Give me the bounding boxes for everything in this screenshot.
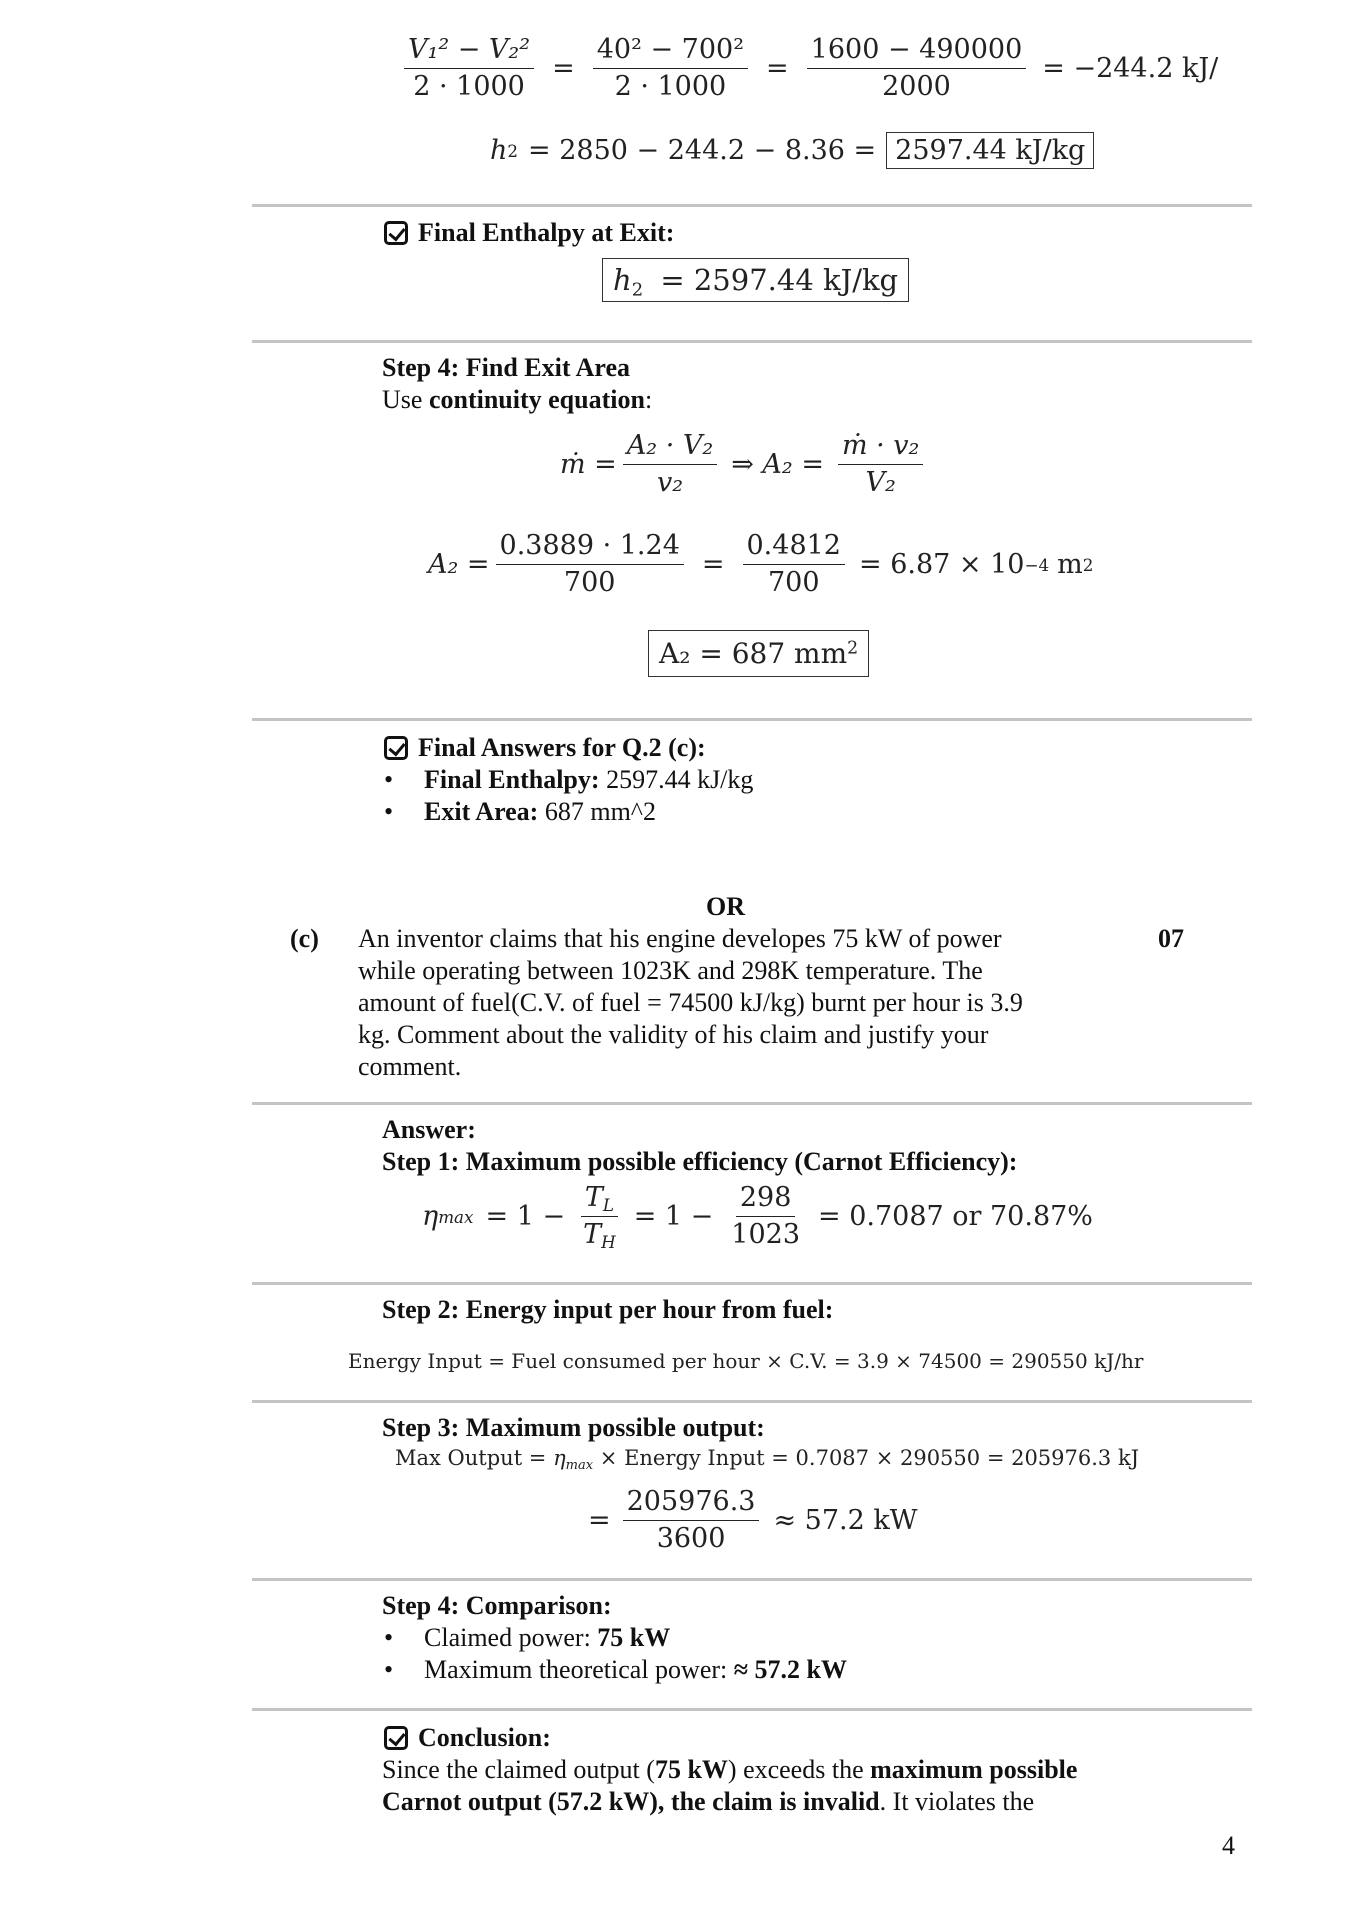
final-enthalpy-label: Final Enthalpy at Exit: [418, 218, 675, 247]
frac-num: 205976.3 [623, 1488, 760, 1521]
final-enthalpy-heading [384, 217, 674, 249]
intro-prefix: Use [382, 385, 429, 414]
divider [252, 1282, 1252, 1285]
comparison-list [384, 1622, 847, 1686]
eq-mid: ⇒ A₂ = [731, 449, 824, 481]
conclusion-line [382, 1786, 1034, 1818]
text-part: Since the claimed output ( [382, 1755, 655, 1784]
continuity-equation [560, 432, 929, 498]
frac-den: 2 · 1000 [413, 71, 525, 103]
question-line: while operating between 1023K and 298K temperature. The [358, 956, 983, 985]
text-part: maximum possible [870, 1755, 1078, 1784]
step2-title: Step 2: Energy input per hour from fuel: [382, 1295, 834, 1324]
checkbox-icon [384, 736, 408, 760]
tl-symbol: T [584, 1182, 603, 1213]
item-label: Maximum theoretical power: [424, 1655, 734, 1684]
frac-num: 298 [736, 1184, 796, 1217]
eta-symbol: η [422, 1201, 439, 1233]
item-label: Exit Area: [424, 797, 539, 826]
h2-expression: = 2850 − 244.2 − 8.36 = [528, 135, 877, 166]
item-value: 687 mm^2 [544, 797, 656, 826]
final-answers-list [384, 764, 753, 828]
frac-num: V₁² − V₂² [404, 36, 534, 69]
conclusion-label: Conclusion: [418, 1723, 551, 1752]
step4-title: Step 4: Find Exit Area [382, 353, 630, 382]
item-value: 2597.44 kJ/kg [606, 765, 754, 794]
max-output-result: ≈ 57.2 kW [773, 1505, 918, 1537]
area-result: = 6.87 × 10 [858, 549, 1025, 581]
h2-equation: h 2 = 2850 − 244.2 − 8.36 = 2597.44 kJ/kg [490, 132, 1094, 169]
final-answers-heading [384, 732, 706, 764]
step3-title: Step 3: Maximum possible output: [382, 1413, 765, 1442]
kinetic-result: = −244.2 kJ/ [1042, 53, 1219, 85]
area-unit: m [1057, 549, 1083, 581]
item-value: ≈ 57.2 kW [733, 1655, 847, 1684]
text-part: ) exceeds the [727, 1755, 871, 1784]
divider [252, 718, 1252, 721]
final-enthalpy-value: = 2597.44 kJ/kg [660, 263, 899, 297]
frac-num: 0.3889 · 1.24 [496, 532, 684, 565]
h2-symbol: h [613, 263, 632, 297]
question-line: An inventor claims that his engine developes 75 kW of power [358, 924, 1002, 953]
th-symbol: T [583, 1219, 602, 1251]
step4-intro [382, 384, 652, 416]
text-part: Carnot output (57.2 kW), the claim is invalid [382, 1787, 880, 1816]
marks-label: 07 [1158, 924, 1184, 953]
frac-den: 700 [563, 567, 616, 599]
eta-symbol: η [553, 1446, 566, 1470]
area-equation: A₂ = $\frac{0.3889 \cdot 1.24}{700}$ = $\frac{0.4812}{700}$ = 6.87 × 10 −4 m 2 [428, 530, 1094, 599]
frac-num: 1600 − 490000 [807, 36, 1027, 69]
checkbox-icon [384, 221, 408, 245]
divider [252, 204, 1252, 207]
step1-title: Step 1: Maximum possible efficiency (Carnot Efficiency): [382, 1147, 1018, 1176]
final-answers-label: Final Answers for Q.2 (c): [418, 733, 706, 762]
eq-part: = [588, 1505, 611, 1537]
max-output-equation [395, 1446, 1140, 1473]
part-label: (c) [290, 924, 319, 953]
conclusion-heading [384, 1722, 551, 1754]
question-line: amount of fuel(C.V. of fuel = 74500 kJ/kg) burnt per hour is 3.9 [358, 988, 1023, 1017]
or-label: OR [706, 892, 745, 921]
list-item [384, 796, 753, 828]
h2-boxed-result: 2597.44 kJ/kg [886, 132, 1094, 169]
list-item [384, 1654, 847, 1686]
eq-part: Max Output = [395, 1446, 554, 1470]
item-label: Final Enthalpy: [424, 765, 600, 794]
answer-label: Answer: [382, 1115, 476, 1144]
carnot-equation: η max = 1 − $\frac{T_L}{T_H}$ = 1 − $\frac{298}{1023}$ = 0.7087 or 70.87% [422, 1182, 1093, 1253]
frac-num: A₂ · V₂ [623, 432, 717, 465]
page-number: 4 [1222, 1831, 1235, 1860]
divider [252, 1578, 1252, 1581]
frac-num: 0.4812 [743, 532, 845, 565]
frac-den: 700 [767, 567, 820, 599]
list-item [384, 764, 753, 796]
h2-symbol: h [490, 135, 508, 166]
eq-part: = 1 − [485, 1201, 566, 1233]
area-boxed-value: A₂ = 687 mm [659, 637, 848, 670]
tl-subscript: L [602, 1195, 614, 1216]
conclusion-line [382, 1754, 1077, 1786]
eta-subscript: max [565, 1457, 594, 1473]
th-subscript: H [601, 1232, 616, 1253]
eq-part: = 1 − [633, 1201, 714, 1233]
eq-part: × Energy Input = 0.7087 × 290550 = 205976.3 kJ [593, 1446, 1140, 1470]
frac-den: 2 · 1000 [614, 71, 727, 103]
eq-lhs: A₂ = [428, 549, 490, 581]
frac-den: V₂ [865, 467, 896, 499]
frac-num: ṁ · v₂ [838, 432, 923, 465]
intro-bold: continuity equation [428, 385, 645, 414]
h2-subscript: 2 [631, 279, 644, 301]
question-text [358, 923, 1023, 1083]
frac-den: 3600 [656, 1523, 726, 1555]
eq-lhs: ṁ = [560, 449, 617, 481]
final-enthalpy-box [602, 258, 909, 302]
question-line: kg. Comment about the validity of his claim and justify your [358, 1020, 989, 1049]
kinetic-energy-equation: $\frac{\text{V₁² − V₂²}}{2 \cdot 1000}$ = $\frac{\text{40² − 700²}}{2 \cdot 1000}$ = $\frac{1600 - 490000}{2000}$ = −244.2 kJ/ [398, 36, 1218, 102]
divider [252, 1400, 1252, 1403]
max-output-kw-equation [588, 1488, 918, 1554]
frac-den: 2000 [882, 71, 951, 103]
text-part: 75 kW [654, 1755, 728, 1784]
item-label: Claimed power: [424, 1623, 598, 1652]
frac-den: 1023 [731, 1219, 800, 1251]
energy-input-equation: Energy Input = Fuel consumed per hour × C.V. = 3.9 × 74500 = 290550 kJ/hr [348, 1349, 1144, 1373]
divider [252, 340, 1252, 343]
item-value: 75 kW [597, 1623, 671, 1652]
checkbox-icon [384, 1726, 408, 1750]
frac-den: v₂ [656, 467, 684, 499]
area-boxed-result [648, 630, 869, 677]
unit-exponent: 2 [847, 638, 859, 659]
comparison-title: Step 4: Comparison: [382, 1591, 612, 1620]
text-part: . It violates the [879, 1787, 1035, 1816]
list-item [384, 1622, 847, 1654]
question-line: comment. [358, 1052, 462, 1081]
divider [252, 1102, 1252, 1105]
intro-suffix: : [644, 385, 653, 414]
frac-num: 40² − 700² [593, 36, 748, 69]
divider [252, 1708, 1252, 1711]
carnot-result: = 0.7087 or 70.87% [818, 1201, 1093, 1233]
